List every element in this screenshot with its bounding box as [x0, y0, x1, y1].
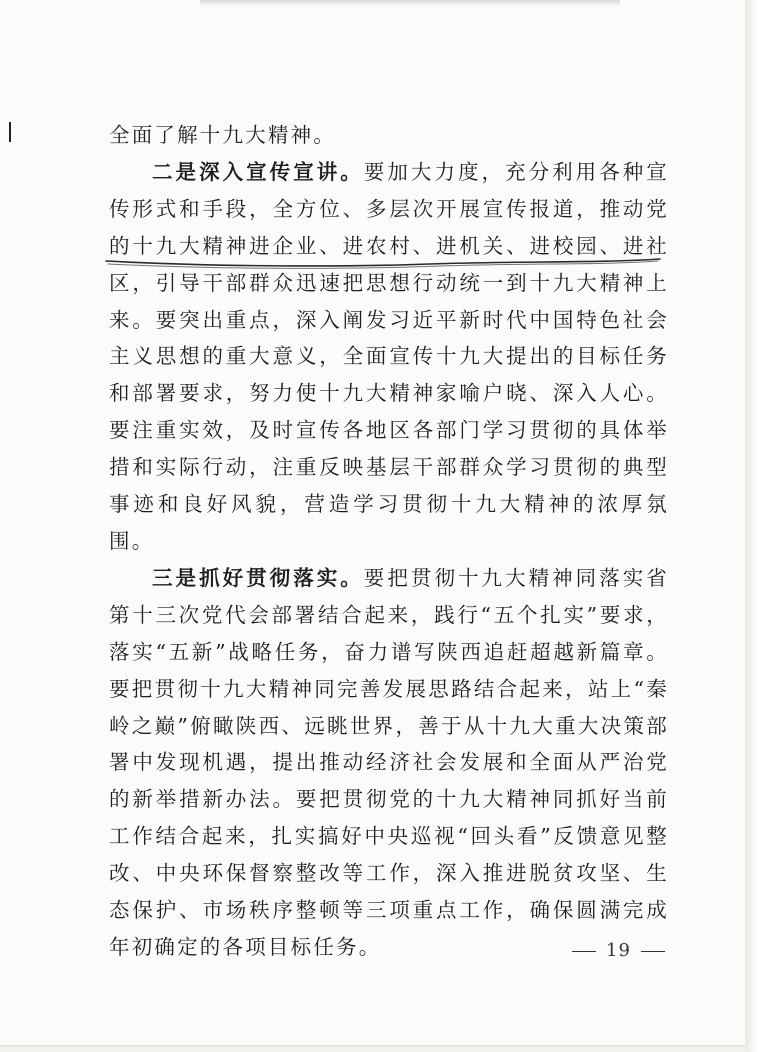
paragraph-1-text: 全面了解十九大精神。 — [109, 123, 336, 147]
paragraph-2-text: 要加大力度，充分利用各种宣传形式和手段，全方位、多层次开展宣传报道，推动党的十九大精神进企业、进农村、进机关、进校园、进社区，引导干部群众迅速把思想行动统一到十九大精神上来。要突出重点，深入阐发习近平新时代中国特色社会主义思想的重大意义，全面宣传十九大提出的目标任务和部署要求，努力使十九大精神家喻户晓、深入人心。要注重实效，及时宣传各地区各部门学习贯彻的具体举措和实际行动，注重反映基层干部群众学习贯彻的典型事迹和良好风貌，营造学习贯彻十九大精神的浓厚氛围。 — [109, 159, 669, 553]
page-number-value: 19 — [606, 940, 631, 961]
page-number-dash-right — [641, 951, 665, 952]
binding-mark — [9, 122, 11, 142]
paragraph-3-text: 要把贯彻十九大精神同落实省第十三次党代会部署结合起来，践行“五个扎实”要求，落实“五新”战略任务，奋力谱写陕西追赶超越新篇章。要把贯彻十九大精神同完善发展思路结合起来，站上“秦岭之巅”俯瞰陕西、远眺世界，善于从十九大重大决策部署中发现机遇，提出推动经济社会发展和全面从严治党的新举措新办法。要把贯彻党的十九大精神同抓好当前工作结合起来，扎实搞好中央巡视“回头看”反馈意见整改、中央环保督察整改等工作，深入推进脱贫攻坚、生态保护、市场秩序整顿等三项重点工作，确保圆满完成年初确定的各项目标任务。 — [109, 565, 669, 959]
page-number-dash-left — [572, 951, 596, 952]
paragraph-1 — [109, 117, 669, 154]
paragraph-2 — [109, 154, 669, 560]
scan-top-shadow — [200, 0, 620, 6]
document-body — [109, 117, 669, 966]
paragraph-2-lead: 二是深入宣传宣讲。 — [152, 159, 364, 184]
page-number — [562, 940, 675, 961]
paragraph-3-lead: 三是抓好贯彻落实。 — [152, 565, 364, 590]
paragraph-3 — [109, 560, 669, 966]
scan-right-edge — [745, 0, 758, 1052]
handwritten-underline — [100, 250, 670, 280]
